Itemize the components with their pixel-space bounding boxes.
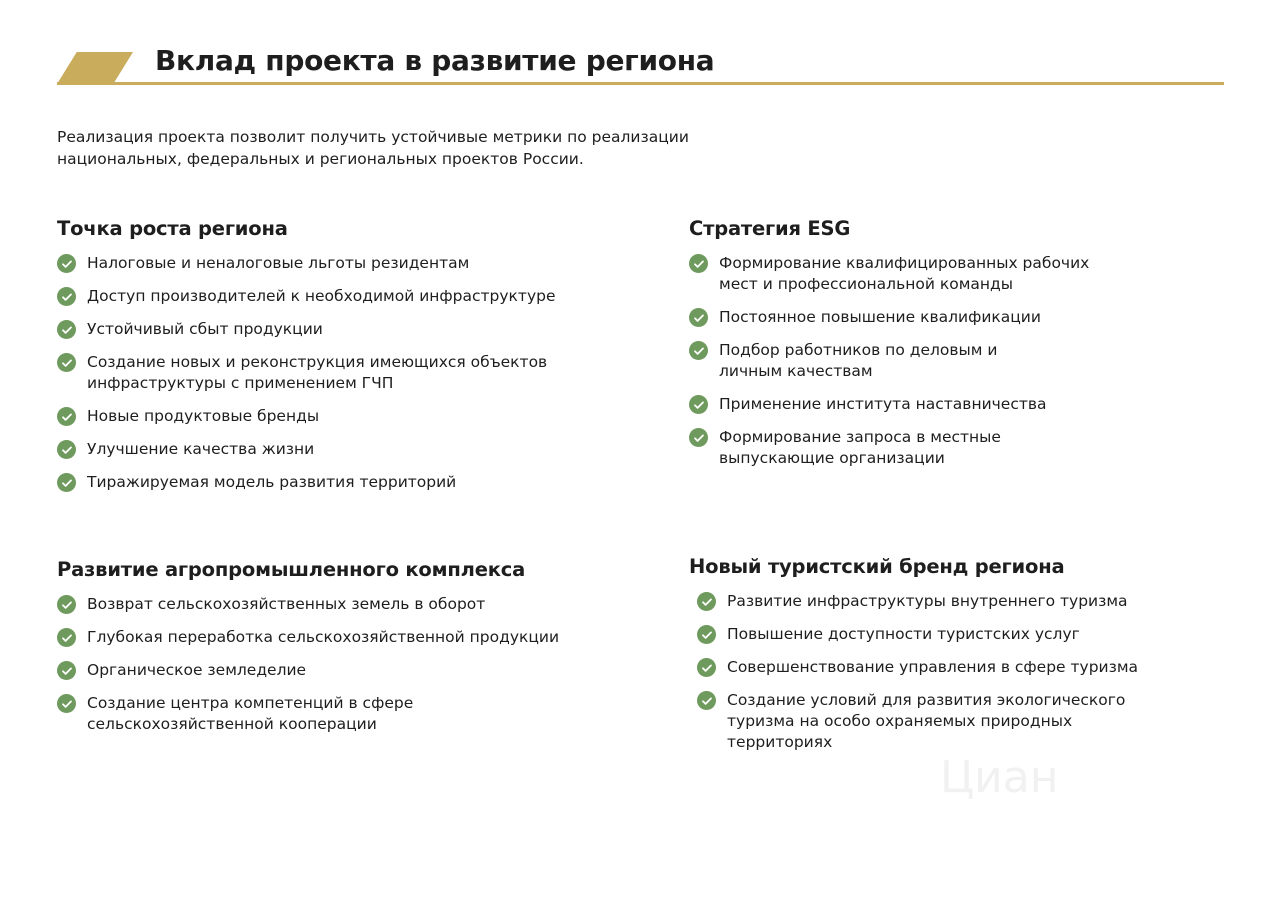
- list-item: [57, 319, 637, 340]
- list-item: [697, 690, 1209, 753]
- check-icon: [57, 661, 76, 680]
- check-icon: [697, 625, 716, 644]
- list-item: [689, 307, 1159, 328]
- list-item: [57, 693, 637, 735]
- list-item-text: Возврат сельскохозяйственных земель в оборот: [87, 595, 486, 613]
- list-item: [689, 394, 1159, 415]
- list-item: [57, 660, 637, 681]
- list-item-text: Органическое земледелие: [87, 661, 307, 679]
- list-item-text: Постоянное повышение квалификации: [719, 308, 1041, 326]
- section-esg-strategy: [689, 217, 1159, 481]
- check-icon: [689, 428, 708, 447]
- list-item: [57, 627, 637, 648]
- list-item: [57, 286, 637, 307]
- watermark: Циан: [940, 752, 1059, 803]
- list-item-text: Формирование квалифицированных рабочих мест и профессиональной команды: [719, 254, 1090, 293]
- list-item: [57, 253, 637, 274]
- title-accent-shape: [57, 52, 133, 84]
- check-icon: [689, 395, 708, 414]
- list-item-text: Создание центра компетенций в сфере сельскохозяйственной кооперации: [87, 694, 414, 733]
- list-item: [57, 406, 637, 427]
- section-title: Развитие агропромышленного комплекса: [57, 558, 526, 581]
- check-icon: [57, 473, 76, 492]
- bullet-list: [57, 253, 637, 493]
- list-item: [689, 253, 1159, 295]
- check-icon: [57, 595, 76, 614]
- check-icon: [57, 320, 76, 339]
- section-title: Точка роста региона: [57, 217, 288, 240]
- list-item-text: Совершенствование управления в сфере туризма: [727, 658, 1139, 676]
- check-icon: [57, 287, 76, 306]
- check-icon: [697, 592, 716, 611]
- section-tourism-brand: [689, 555, 1209, 765]
- list-item: [57, 439, 637, 460]
- list-item-text: Создание новых и реконструкция имеющихся объектов инфраструктуры с применением ГЧП: [87, 353, 548, 392]
- list-item-text: Улучшение качества жизни: [87, 440, 315, 458]
- list-item-text: Тиражируемая модель развития территорий: [87, 473, 457, 491]
- section-agro-complex: [57, 558, 637, 747]
- list-item-text: Развитие инфраструктуры внутреннего туризма: [727, 592, 1128, 610]
- list-item: [697, 624, 1209, 645]
- list-item-text: Доступ производителей к необходимой инфраструктуре: [87, 287, 556, 305]
- bullet-list: [689, 591, 1209, 753]
- check-icon: [697, 658, 716, 677]
- list-item: [689, 340, 1159, 382]
- list-item-text: Подбор работников по деловым и личным качествам: [719, 341, 998, 380]
- list-item: [57, 352, 637, 394]
- check-icon: [57, 353, 76, 372]
- check-icon: [57, 628, 76, 647]
- title-underline: [57, 82, 1224, 85]
- check-icon: [689, 341, 708, 360]
- bullet-list: [57, 594, 637, 735]
- check-icon: [689, 254, 708, 273]
- check-icon: [57, 440, 76, 459]
- section-title: Новый туристский бренд региона: [689, 555, 1065, 578]
- section-title: Стратегия ESG: [689, 217, 851, 240]
- list-item-text: Глубокая переработка сельскохозяйственной продукции: [87, 628, 560, 646]
- list-item-text: Налоговые и неналоговые льготы резидентам: [87, 254, 470, 272]
- list-item: [697, 657, 1209, 678]
- page-title: Вклад проекта в развитие региона: [155, 44, 715, 77]
- check-icon: [57, 407, 76, 426]
- list-item-text: Новые продуктовые бренды: [87, 407, 320, 425]
- list-item: [689, 427, 1159, 469]
- list-item-text: Повышение доступности туристских услуг: [727, 625, 1080, 643]
- list-item-text: Устойчивый сбыт продукции: [87, 320, 323, 338]
- list-item: [697, 591, 1209, 612]
- check-icon: [57, 254, 76, 273]
- check-icon: [57, 694, 76, 713]
- list-item-text: Применение института наставничества: [719, 395, 1047, 413]
- list-item: [57, 594, 637, 615]
- list-item: [57, 472, 637, 493]
- list-item-text: Создание условий для развития экологического туризма на особо охраняемых природных территориях: [727, 691, 1126, 751]
- check-icon: [697, 691, 716, 710]
- bullet-list: [689, 253, 1159, 469]
- check-icon: [689, 308, 708, 327]
- section-growth-point: [57, 217, 637, 505]
- intro-text: Реализация проекта позволит получить устойчивые метрики по реализации национальных, федеральных и региональных проектов России.: [57, 128, 689, 168]
- list-item-text: Формирование запроса в местные выпускающие организации: [719, 428, 1001, 467]
